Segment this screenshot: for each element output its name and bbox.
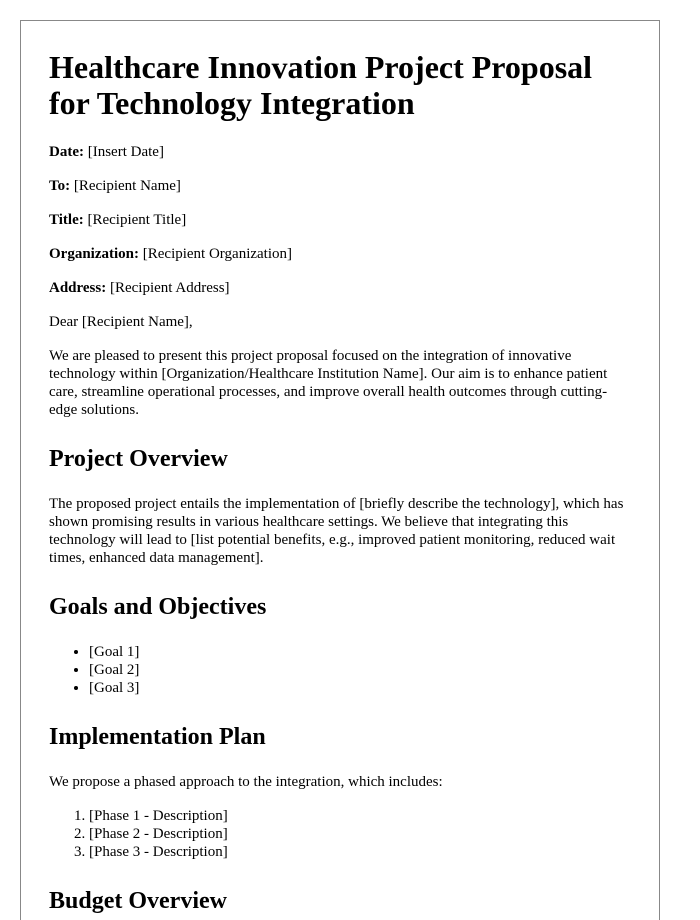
goals-list bbox=[49, 643, 631, 697]
organization-label: Organization: bbox=[49, 246, 139, 262]
address-label: Address: bbox=[49, 280, 107, 296]
title-label: Title: bbox=[49, 212, 84, 228]
overview-paragraph: The proposed project entails the implementation of [briefly describe the technology], which has shown promising results in various healthcare settings. We believe that integrating this technology will lead to [list potential benefits, e.g., improved patient monitoring, reduced wait times, enhanced data management]. bbox=[49, 496, 624, 566]
intro-paragraph: We are pleased to present this project proposal focused on the integration of innovative technology within [Organization/Healthcare Institution Name]. Our aim is to enhance patient care, streamline operational processes, and improve overall health outcomes through cutting-edge solutions. bbox=[49, 348, 608, 418]
implementation-heading: Implementation Plan bbox=[49, 724, 266, 750]
date-field bbox=[49, 143, 631, 161]
address-field bbox=[49, 279, 631, 297]
goals-heading: Goals and Objectives bbox=[49, 594, 267, 620]
phase-item: 3. [Phase 3 - Description] bbox=[89, 843, 631, 861]
implementation-paragraph: We propose a phased approach to the integration, which includes: bbox=[49, 774, 443, 790]
to-value: [Recipient Name] bbox=[73, 178, 181, 194]
document-page bbox=[20, 20, 660, 920]
phase-item: 2. [Phase 2 - Description] bbox=[89, 825, 631, 843]
address-value: [Recipient Address] bbox=[109, 280, 230, 296]
document-title: Healthcare Innovation Project Proposal for Technology Integration bbox=[49, 49, 593, 121]
to-field bbox=[49, 177, 631, 195]
goal-item: • [Goal 3] bbox=[89, 679, 631, 697]
salutation: Dear [Recipient Name], bbox=[49, 314, 193, 330]
goal-item: • [Goal 2] bbox=[89, 661, 631, 679]
date-value: [Insert Date] bbox=[87, 144, 164, 160]
to-label: To: bbox=[49, 178, 71, 194]
budget-heading: Budget Overview bbox=[49, 888, 227, 914]
organization-field bbox=[49, 245, 631, 263]
phases-list bbox=[49, 807, 631, 861]
phase-item: 1. [Phase 1 - Description] bbox=[89, 807, 631, 825]
organization-value: [Recipient Organization] bbox=[142, 246, 293, 262]
title-field bbox=[49, 211, 631, 229]
goal-item: • [Goal 1] bbox=[89, 643, 631, 661]
title-value: [Recipient Title] bbox=[87, 212, 187, 228]
overview-heading: Project Overview bbox=[49, 446, 228, 472]
date-label: Date: bbox=[49, 144, 84, 160]
